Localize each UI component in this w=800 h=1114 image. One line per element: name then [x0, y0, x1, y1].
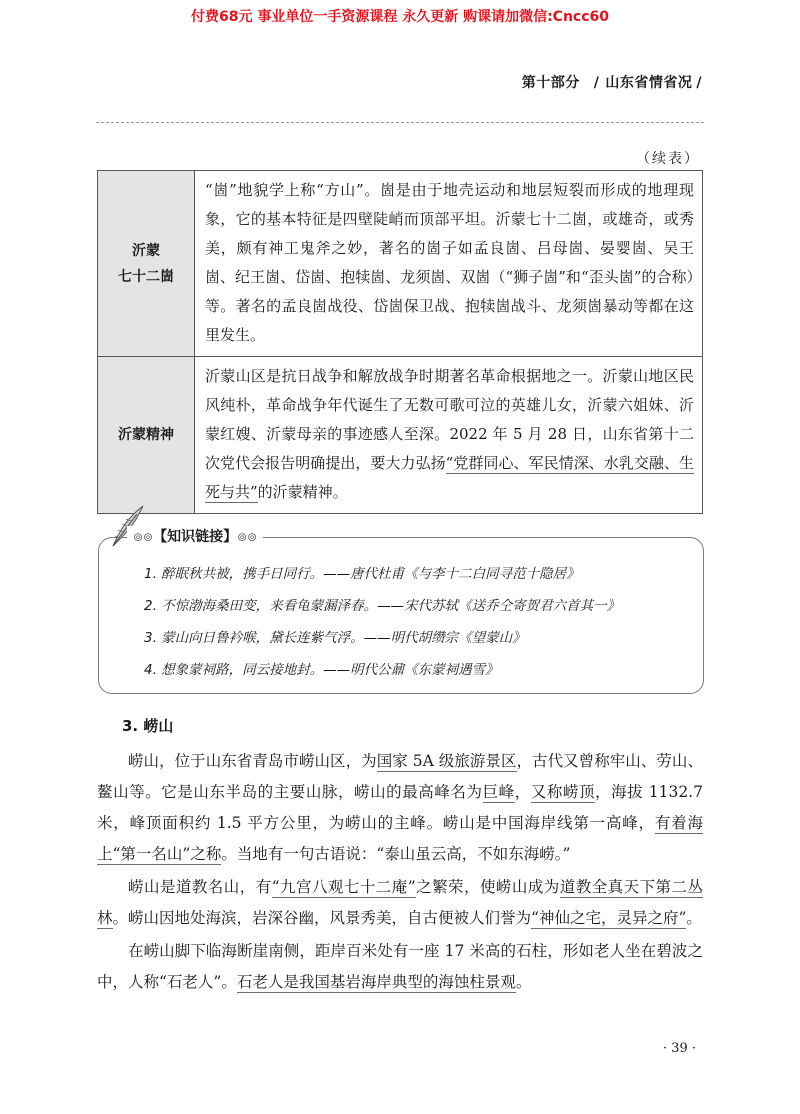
- list-item: 1. 醉眠秋共被，携手日同行。——唐代杜甫《与李十二白同寻范十隐居》: [144, 566, 580, 582]
- section-sep-close: /: [696, 75, 702, 91]
- knowledge-link-box: [98, 529, 704, 694]
- table-row: [98, 357, 703, 514]
- info-table: [97, 170, 703, 514]
- chain-ring-icon: ⊚⊚: [133, 530, 154, 544]
- paragraph: [97, 936, 703, 998]
- underlined-text: 又称崂顶: [530, 783, 596, 801]
- header-divider: [96, 122, 704, 123]
- underlined-text: “党群同心、军民情深、水乳交融、生死与共”: [205, 454, 694, 501]
- knowledge-title: [127, 526, 263, 546]
- laoshan-body: [97, 746, 703, 1000]
- underlined-text: 国家 5A 级旅游景区: [376, 752, 517, 770]
- underlined-text: 道教全真天下第二丛林: [97, 878, 703, 927]
- underlined-text: “九宫八观七十二庵”: [271, 878, 416, 896]
- row-description: [195, 357, 703, 514]
- paragraph: [97, 746, 703, 870]
- paragraph: [97, 872, 703, 934]
- underlined-text: “神仙之宅，灵异之府”: [531, 909, 687, 927]
- knowledge-list: [144, 558, 620, 686]
- list-item: 2. 不惊渤海桑田变，来看龟蒙漏泽春。——宋代苏轼《送乔仝寄贺君六首其一》: [144, 598, 621, 614]
- section-part: 第十部分: [521, 75, 580, 91]
- row-label: 沂蒙精神: [98, 357, 195, 514]
- underlined-text: 有着海上“第一名山”之称: [97, 814, 703, 863]
- promo-banner: 付费68元 事业单位一手资源课程 永久更新 购课请加微信:Cncc60: [190, 9, 610, 25]
- row-text: 沂蒙山区是抗日战争和解放战争时期著名革命根据地之一。沂蒙山地区民风纯朴，革命战争年代诞生了无数可歌可泣的英雄儿女，沂蒙六姐妹、沂蒙红嫂、沂蒙母亲的事迹感人至深。2022 年 5 月 28 日，山东省第十二次党代会报告明确提出，要大力弘扬: [205, 367, 694, 472]
- section-sep-open: /: [593, 75, 600, 91]
- table-continued-note: （续表）: [636, 151, 700, 167]
- row-label-line: 七十二崮: [118, 268, 174, 285]
- text-run: ，海拔 1132.7 米，峰顶面积约 1.5 平方公里，为崂山的主峰。崂山是中国海岸线第一高峰，: [97, 783, 703, 832]
- section-title: 山东省情省况: [605, 75, 693, 91]
- row-label: [98, 171, 195, 357]
- laoshan-heading: 3. 崂山: [122, 717, 174, 735]
- text-run: ，: [514, 783, 531, 801]
- list-item: 3. 蒙山向日鲁衿喉，黛长连紫气浮。——明代胡缵宗《望蒙山》: [144, 630, 526, 646]
- text-run: 。: [686, 909, 702, 927]
- row-label-line: 沂蒙: [132, 242, 160, 259]
- text-run: 崂山是道教名山，有: [128, 878, 272, 896]
- row-description: “崮”地貌学上称“方山”。崮是由于地壳运动和地层短裂而形成的地理现象，它的基本特征是四壁陡峭而顶部平坦。沂蒙七十二崮，或雄奇，或秀美，颇有神工鬼斧之妙，著名的崮子如孟良崮、吕母崮、晏婴崮、吴王崮、纪王崮、岱崮、抱犊崮、龙须崮、双崮（“狮子崮”和“歪头崮”的合称）等。著名的孟良崮战役、岱崮保卫战、抱犊崮战斗、龙须崮暴动等都在这里发生。: [195, 171, 703, 357]
- chain-ring-icon: ⊚⊚: [237, 530, 258, 544]
- page-number: · 39 ·: [662, 1041, 696, 1056]
- row-text: 的沂蒙精神。: [257, 483, 348, 501]
- text-run: 。: [515, 973, 532, 991]
- underlined-text: 石老人是我国基岩海岸典型的海蚀柱景观: [236, 973, 516, 991]
- text-run: 在崂山脚下临海断崖南侧，距岸百米处有一座 17 米高的石柱，形如老人坐在碧波之中，人称“石老人”。: [97, 942, 703, 991]
- text-run: ，古代又曾称牢山、劳山、鳌山等。它是山东半岛的主要山脉，崂山的最高峰名为: [97, 752, 703, 801]
- underlined-text: 巨峰: [482, 783, 515, 801]
- knowledge-title-text: 【知识链接】: [153, 529, 238, 545]
- text-run: 。崂山因地处海滨，岩深谷幽，风景秀美，自古便被人们誉为: [112, 909, 532, 927]
- section-header: [522, 72, 702, 92]
- table-row: [98, 171, 703, 357]
- text-run: 之繁荣，使崂山成为: [415, 878, 560, 896]
- text-run: 。当地有一句古语说：“泰山虽云高，不如东海崂。”: [221, 845, 571, 863]
- text-run: 崂山，位于山东省青岛市崂山区，为: [128, 752, 377, 770]
- list-item: 4. 想象蒙祠路，同云接地封。——明代公鼐《东蒙祠遇雪》: [144, 662, 499, 678]
